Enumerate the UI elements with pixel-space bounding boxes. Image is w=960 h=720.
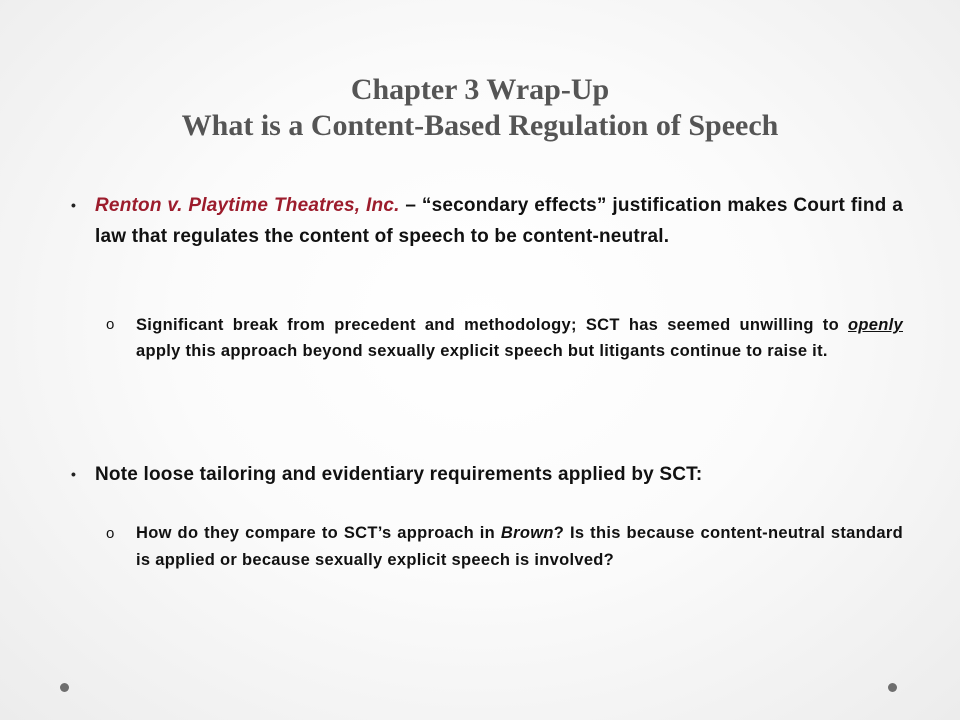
sub-bullet-text-end: ? Is this because content-neutral standard is applied or because sexually explicit speech is involved?	[136, 524, 903, 569]
bullet-tailoring	[71, 459, 903, 490]
bullet-text: Note loose tailoring and evidentiary requirements applied by SCT:	[95, 464, 703, 485]
case-name: Renton v. Playtime Theatres, Inc.	[95, 195, 400, 216]
bullet-marker: •	[71, 466, 77, 482]
title-line-1: Chapter 3 Wrap-Up	[350, 73, 610, 106]
sub-bullet-text-end: apply this approach beyond sexually explicit speech but litigants continue to raise it.	[136, 342, 828, 360]
decorative-dot-left	[60, 683, 69, 692]
bullet-text: – “secondary effects” justification makes Court find a law that regulates the content of speech to be content-neutral.	[95, 195, 903, 247]
sub-bullet-precedent	[106, 312, 903, 364]
sub-bullet-text-start: Significant break from precedent and methodology; SCT has seemed unwilling to	[136, 316, 849, 334]
sub-bullet-emphasis: openly	[848, 316, 903, 334]
sub-bullet-emphasis: Brown	[500, 524, 554, 542]
sub-bullet-marker: o	[106, 525, 115, 542]
sub-bullet-marker: o	[106, 316, 115, 333]
bullet-marker: •	[71, 197, 77, 213]
sub-bullet-brown	[106, 520, 903, 574]
decorative-dot-right	[888, 683, 897, 692]
sub-bullet-text-start: How do they compare to SCT’s approach in	[136, 524, 501, 542]
title-line-2: What is a Content-Based Regulation of Speech	[181, 109, 779, 142]
bullet-renton	[71, 190, 903, 252]
slide-title	[0, 72, 960, 144]
